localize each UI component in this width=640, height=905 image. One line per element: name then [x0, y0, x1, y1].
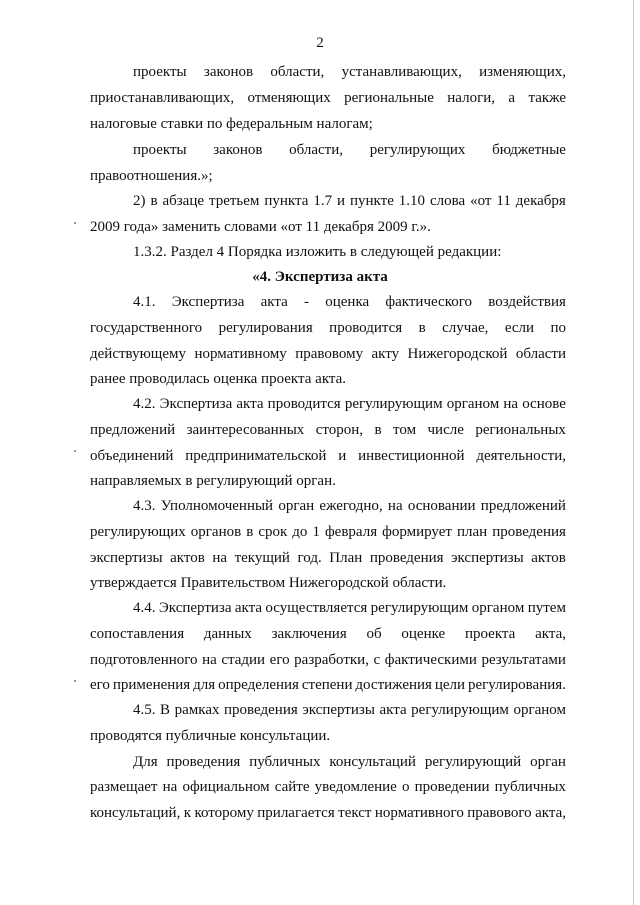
word: Экспертиза	[158, 600, 232, 616]
word: органом	[446, 396, 500, 412]
word: регулирующим	[370, 600, 469, 616]
word: если	[504, 320, 535, 336]
word: прилагается	[257, 805, 335, 821]
word: также	[528, 90, 566, 106]
word: в	[374, 422, 382, 438]
word: предложений	[90, 422, 176, 438]
word: региональные	[344, 90, 434, 106]
word: Экспертиза	[171, 294, 245, 310]
word: области,	[289, 142, 344, 158]
word: регулирующий	[424, 754, 522, 770]
word: предложений	[480, 498, 566, 514]
text-line: направляемых в регулирующий орган.	[90, 473, 336, 489]
word: налоги,	[447, 90, 496, 106]
word: деятельности,	[476, 448, 566, 464]
text-line	[90, 344, 566, 364]
word: проведении	[414, 779, 490, 795]
word: проекты	[133, 64, 187, 80]
text-line	[90, 650, 566, 670]
word: уведомление	[314, 779, 397, 795]
text-line	[133, 496, 566, 516]
word: государственного	[90, 320, 203, 336]
word: в	[418, 320, 426, 336]
word: оценка	[325, 294, 370, 310]
word: проекта	[464, 626, 516, 642]
word: акта	[260, 294, 288, 310]
word: по	[550, 320, 566, 336]
word: области,	[270, 64, 325, 80]
word: степени	[301, 677, 353, 693]
word: отменяющих	[247, 90, 331, 106]
word: оценке	[401, 626, 446, 642]
word: стадии	[221, 652, 266, 668]
word: февраля	[324, 524, 378, 540]
word: предпринимательской	[185, 448, 327, 464]
word: основе	[522, 396, 566, 412]
word: размещает	[90, 779, 158, 795]
word: Экспертиза	[159, 396, 233, 412]
word: абзаце	[162, 193, 205, 209]
word: достижения	[355, 677, 432, 693]
word: органов	[190, 524, 242, 540]
word: фактическими	[384, 652, 477, 668]
word: рамках	[174, 702, 220, 718]
word: 4.3.	[133, 498, 156, 514]
word: В	[160, 702, 171, 718]
text-line: утверждается Правительством Нижегородской области.	[90, 575, 447, 591]
word: срок	[258, 524, 288, 540]
word: которому	[194, 805, 254, 821]
word: проведения	[224, 702, 298, 718]
text-line	[90, 624, 566, 644]
word: пункте	[350, 193, 394, 209]
word: текущий	[234, 550, 290, 566]
word: разработки,	[294, 652, 369, 668]
word: на	[162, 779, 178, 795]
word: формирует	[382, 524, 452, 540]
word: акту	[371, 346, 400, 362]
word: его	[90, 677, 110, 693]
word: инвестиционной	[358, 448, 465, 464]
word: результатами	[481, 652, 566, 668]
word: фактического	[385, 294, 472, 310]
word: а	[508, 90, 516, 106]
word: акта	[236, 396, 264, 412]
word: сторон,	[315, 422, 364, 438]
word: официальном	[182, 779, 270, 795]
text-line	[133, 62, 566, 82]
scan-mark	[74, 222, 76, 224]
word: основании	[407, 498, 476, 514]
word: о	[401, 779, 410, 795]
word: третьем	[208, 193, 260, 209]
word: проведения	[492, 524, 566, 540]
word: регулирования	[218, 320, 313, 336]
section-heading: «4. Экспертиза акта	[252, 269, 388, 285]
word: пункта	[264, 193, 309, 209]
word: 4.5.	[133, 702, 156, 718]
word: в	[150, 193, 158, 209]
word: слова	[429, 193, 466, 209]
word: том	[393, 422, 417, 438]
word: текст	[338, 805, 372, 821]
word: 11	[496, 193, 511, 209]
text-line: 1.3.2. Раздел 4 Порядка изложить в следующей редакции:	[133, 244, 502, 260]
word: органом	[513, 702, 566, 718]
word: регулирования.	[468, 677, 566, 693]
word: его	[269, 652, 290, 668]
word: законов	[213, 142, 263, 158]
word: нормативному	[194, 346, 287, 362]
word: экспертизы	[302, 702, 375, 718]
word: устанавливающих,	[341, 64, 462, 80]
word: акта,	[535, 626, 566, 642]
word: на	[503, 396, 519, 412]
word: 1	[312, 524, 320, 540]
scan-mark	[74, 680, 76, 682]
word: бюджетные	[492, 142, 566, 158]
word: регулирующих	[90, 524, 186, 540]
word: План	[329, 550, 363, 566]
word: в	[246, 524, 254, 540]
word: сопоставления	[90, 626, 185, 642]
word: путем	[527, 600, 566, 616]
page-edge	[633, 0, 634, 905]
word: публичных	[494, 779, 566, 795]
word: заинтересованных	[186, 422, 305, 438]
word: проведения	[166, 754, 241, 770]
word: объединений	[90, 448, 174, 464]
word: воздействия	[488, 294, 566, 310]
text-line	[90, 548, 566, 568]
word: -	[304, 294, 309, 310]
word: экспертизы	[451, 550, 524, 566]
word: и	[337, 193, 346, 209]
text-line	[90, 420, 566, 440]
word: Уполномоченный	[160, 498, 274, 514]
word: к	[183, 805, 192, 821]
word: об	[366, 626, 382, 642]
word: год.	[297, 550, 322, 566]
text-line: правоотношения.»;	[90, 168, 213, 184]
word: актов	[170, 550, 205, 566]
word: консультаций,	[90, 805, 181, 821]
text-line	[90, 318, 566, 338]
word: региональных	[475, 422, 566, 438]
word: акта	[234, 600, 263, 616]
text-line	[133, 752, 566, 772]
word: изменяющих,	[479, 64, 566, 80]
word: 1.10	[398, 193, 426, 209]
word: декабря	[515, 193, 566, 209]
word: Для	[133, 754, 158, 770]
word: 4.2.	[133, 396, 156, 412]
word: проводится	[267, 396, 341, 412]
word: для	[193, 677, 216, 693]
word: регулирующим	[411, 702, 509, 718]
word: проекты	[133, 142, 187, 158]
word: на	[387, 498, 403, 514]
word: подготовленного	[90, 652, 198, 668]
word: данных	[203, 626, 252, 642]
text-line	[90, 777, 566, 797]
word: правового	[467, 805, 532, 821]
word: применения	[112, 677, 191, 693]
text-line	[133, 292, 566, 312]
word: правовому	[295, 346, 364, 362]
word: нормативного	[374, 805, 464, 821]
word: случае,	[442, 320, 489, 336]
text-line: налоговые ставки по федеральным налогам;	[90, 116, 373, 132]
word: орган	[530, 754, 566, 770]
text-line	[90, 522, 566, 542]
text-line	[90, 446, 566, 466]
word: «от	[470, 193, 492, 209]
word: области	[515, 346, 566, 362]
word: консультаций	[329, 754, 416, 770]
word: с	[373, 652, 381, 668]
text-line	[90, 88, 566, 108]
page-number: 2	[316, 35, 324, 51]
word: акта	[379, 702, 407, 718]
word: экспертизы	[90, 550, 163, 566]
word: сайте	[274, 779, 310, 795]
word: законов	[203, 64, 254, 80]
text-line: ранее проводилась оценка проекта акта.	[90, 371, 347, 387]
text-line	[90, 803, 566, 823]
scan-mark	[74, 450, 76, 452]
word: 4.1.	[133, 294, 156, 310]
word: осуществляется	[265, 600, 368, 616]
text-line	[133, 140, 566, 160]
text-line: 2009 года» заменить словами «от 11 декабря 2009 г.».	[90, 219, 431, 235]
word: заключения	[271, 626, 347, 642]
word: регулирующих	[369, 142, 466, 158]
word: акта,	[535, 805, 566, 821]
word: действующему	[90, 346, 187, 362]
word: регулирующим	[344, 396, 443, 412]
word: орган	[278, 498, 315, 514]
word: план	[456, 524, 488, 540]
text-line: проводятся публичные консультации.	[90, 728, 331, 744]
word: органом	[471, 600, 525, 616]
text-line	[90, 675, 566, 695]
word: определения	[218, 677, 299, 693]
text-line	[133, 191, 566, 211]
word: проведения	[369, 550, 444, 566]
word: актов	[531, 550, 566, 566]
text-line	[133, 700, 566, 720]
word: числе	[427, 422, 464, 438]
text-line	[133, 394, 566, 414]
word: цели	[434, 677, 466, 693]
word: на	[202, 652, 217, 668]
word: 2)	[133, 193, 146, 209]
word: ежегодно,	[319, 498, 383, 514]
word: Нижегородской	[407, 346, 508, 362]
word: 1.7	[313, 193, 333, 209]
word: до	[292, 524, 308, 540]
word: приостанавливающих,	[90, 90, 235, 106]
text-line	[133, 598, 566, 618]
word: проводится	[329, 320, 403, 336]
word: 4.4.	[133, 600, 156, 616]
word: публичных	[249, 754, 321, 770]
word: на	[212, 550, 228, 566]
word: и	[338, 448, 347, 464]
